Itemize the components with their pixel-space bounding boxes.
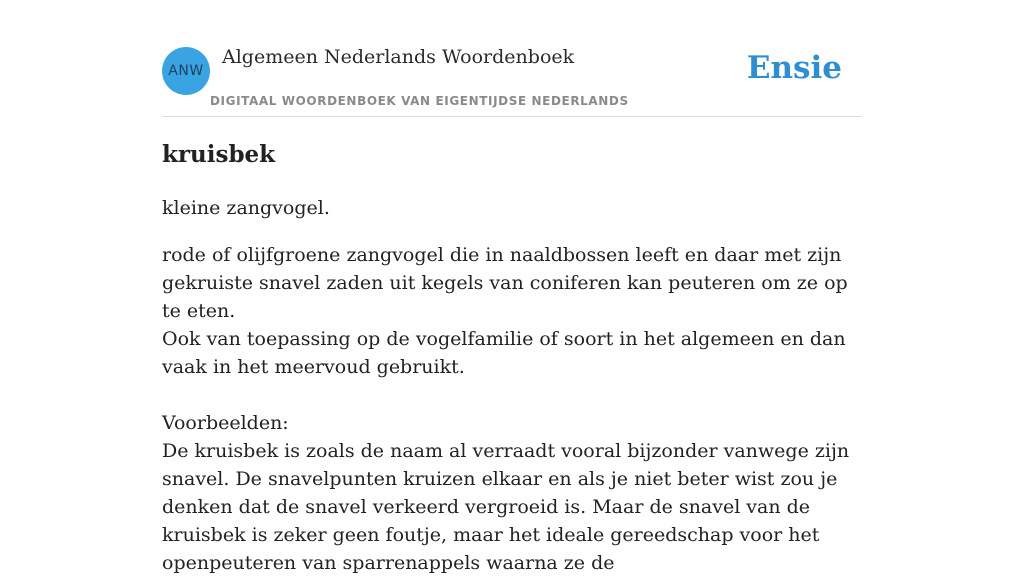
site-subtitle: DIGITAAL WOORDENBOEK VAN EIGENTIJDSE NEDERLANDS [210,94,629,108]
definition-paragraph: rode of olijfgroene zangvogel die in naaldbossen leeft en daar met zijn gekruiste snavel zaden uit kegels van coniferen kan peuteren om ze op te eten. [162,244,848,322]
example-text: De kruisbek is zoals de naam al verraadt vooral bijzonder vanwege zijn snavel. De snavelpunten kruizen elkaar en als je niet beter wist zou je denken dat de snavel verkeerd vergroeid is. Maar de snavel van de kruisbek is zeker geen foutje, maar het ideale gereedschap voor het openpeuteren van sparrenappels waarna ze de [162,440,850,574]
entry-body [162,241,862,577]
ensie-brand-logo[interactable]: Ensie [746,50,842,86]
site-title[interactable]: Algemeen Nederlands Woordenboek [222,46,575,68]
site-header [162,40,862,117]
anw-logo[interactable] [162,47,210,95]
headword: kruisbek [162,141,276,168]
usage-note: Ook van toepassing op de vogelfamilie of soort in het algemeen en dan vaak in het meervoud gebruikt. [162,328,846,378]
examples-label: Voorbeelden: [162,412,289,434]
spacer [162,381,862,409]
logo-text: ANW [168,63,204,79]
short-definition: kleine zangvogel. [162,197,330,219]
entry-content [162,138,862,577]
